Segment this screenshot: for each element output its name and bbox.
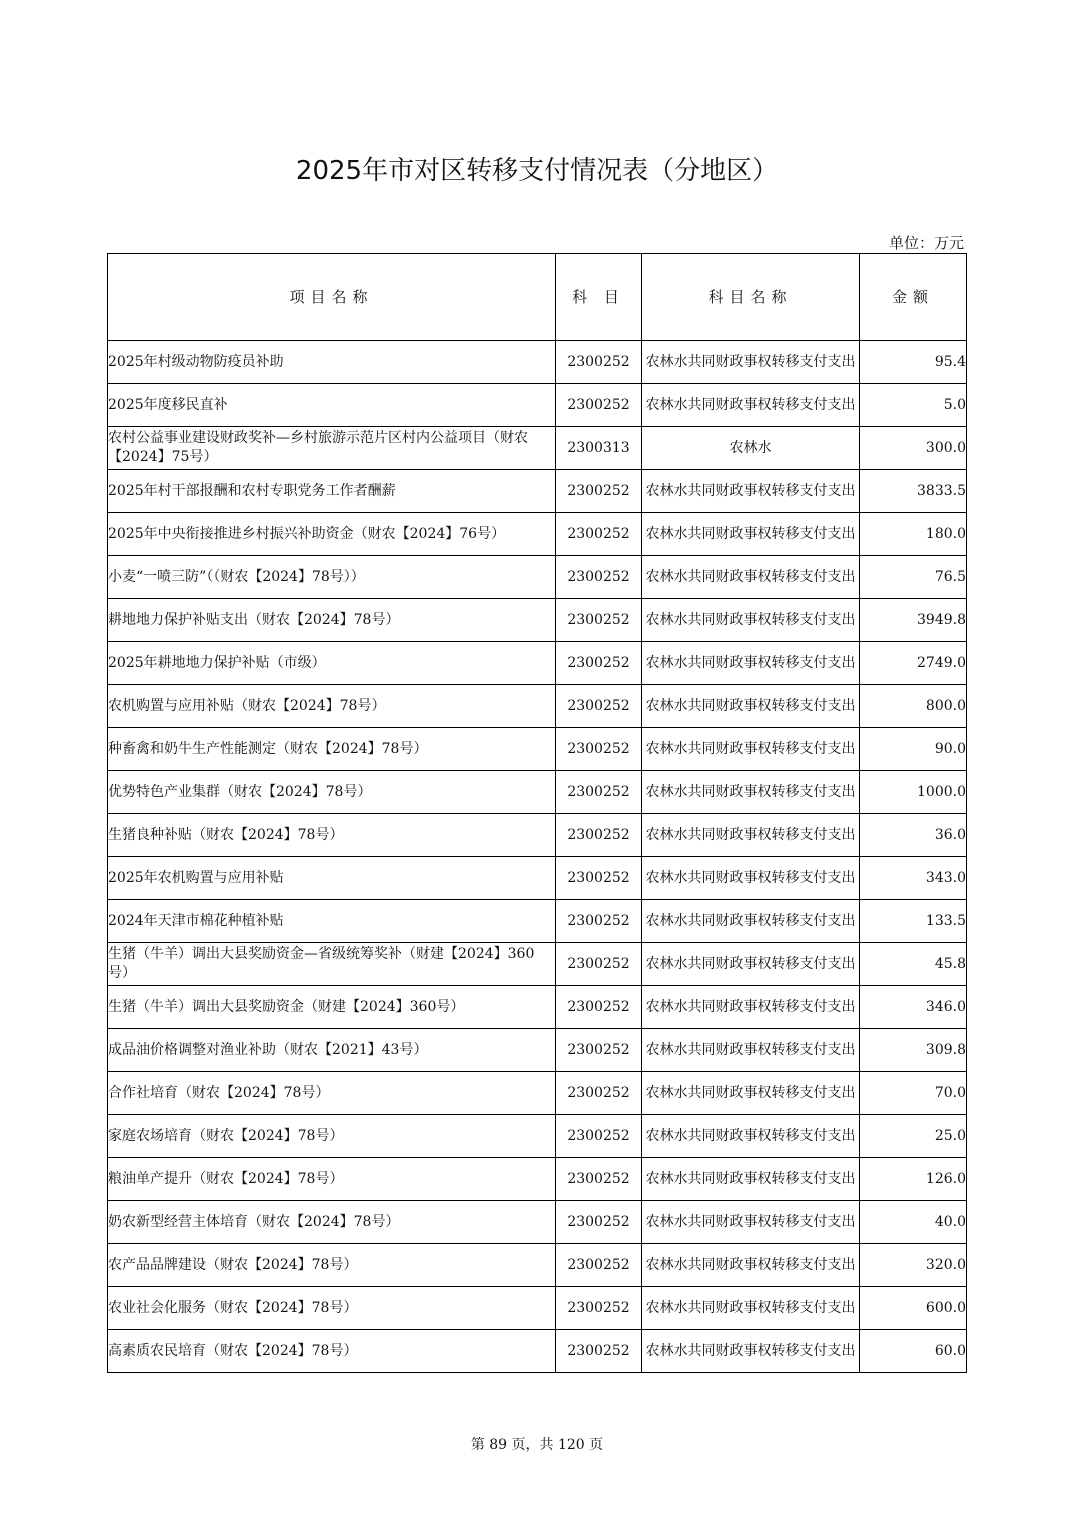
table-row	[108, 1158, 967, 1201]
table-row	[108, 771, 967, 814]
row-project-name: 高素质农民培育（财农【2024】78号）	[108, 1330, 556, 1373]
row-subject-name: 农林水共同财政事权转移支付支出	[642, 771, 860, 814]
row-subject-code: 2300252	[556, 1072, 642, 1115]
row-subject-name: 农林水共同财政事权转移支付支出	[642, 685, 860, 728]
table-row	[108, 1029, 967, 1072]
row-amount: 76.5	[860, 556, 967, 599]
header-subject-code: 科 目	[556, 254, 642, 341]
transfer-table	[107, 253, 967, 1373]
row-amount: 70.0	[860, 1072, 967, 1115]
table-row	[108, 599, 967, 642]
row-subject-name: 农林水共同财政事权转移支付支出	[642, 1244, 860, 1287]
page-footer: 第 89 页，共 120 页	[470, 1437, 604, 1453]
row-subject-name: 农林水共同财政事权转移支付支出	[642, 384, 860, 427]
row-project-name: 农业社会化服务（财农【2024】78号）	[108, 1287, 556, 1330]
row-project-name: 生猪（牛羊）调出大县奖励资金（财建【2024】360号）	[108, 986, 556, 1029]
table-row	[108, 986, 967, 1029]
table-row	[108, 857, 967, 900]
row-project-name: 2025年度移民直补	[108, 384, 556, 427]
unit-label: 单位：万元	[888, 234, 964, 252]
row-subject-code: 2300252	[556, 900, 642, 943]
row-subject-name: 农林水共同财政事权转移支付支出	[642, 728, 860, 771]
table-row	[108, 513, 967, 556]
row-subject-name: 农林水共同财政事权转移支付支出	[642, 943, 860, 986]
table-header-row	[108, 254, 967, 341]
row-project-name: 农产品品牌建设（财农【2024】78号）	[108, 1244, 556, 1287]
row-amount: 309.8	[860, 1029, 967, 1072]
row-project-name: 2024年天津市棉花种植补贴	[108, 900, 556, 943]
row-amount: 3833.5	[860, 470, 967, 513]
row-subject-code: 2300252	[556, 1330, 642, 1373]
header-amount: 金额	[860, 254, 967, 341]
row-project-name: 2025年中央衔接推进乡村振兴补助资金（财农【2024】76号）	[108, 513, 556, 556]
table-row	[108, 1115, 967, 1158]
row-subject-code: 2300252	[556, 986, 642, 1029]
row-subject-name: 农林水共同财政事权转移支付支出	[642, 341, 860, 384]
row-amount: 40.0	[860, 1201, 967, 1244]
table-body	[108, 341, 967, 1373]
row-subject-code: 2300252	[556, 814, 642, 857]
row-subject-name: 农林水共同财政事权转移支付支出	[642, 470, 860, 513]
header-subject-name: 科目名称	[642, 254, 860, 341]
row-subject-name: 农林水共同财政事权转移支付支出	[642, 1330, 860, 1373]
row-amount: 800.0	[860, 685, 967, 728]
row-subject-name: 农林水	[642, 427, 860, 470]
row-project-name: 家庭农场培育（财农【2024】78号）	[108, 1115, 556, 1158]
row-subject-name: 农林水共同财政事权转移支付支出	[642, 1072, 860, 1115]
row-subject-name: 农林水共同财政事权转移支付支出	[642, 599, 860, 642]
row-project-name: 农机购置与应用补贴（财农【2024】78号）	[108, 685, 556, 728]
row-subject-name: 农林水共同财政事权转移支付支出	[642, 1029, 860, 1072]
row-subject-code: 2300252	[556, 642, 642, 685]
row-amount: 60.0	[860, 1330, 967, 1373]
row-amount: 25.0	[860, 1115, 967, 1158]
row-subject-name: 农林水共同财政事权转移支付支出	[642, 814, 860, 857]
row-amount: 346.0	[860, 986, 967, 1029]
row-project-name: 生猪（牛羊）调出大县奖励资金—省级统筹奖补（财建【2024】360号）	[108, 943, 556, 986]
row-project-name: 粮油单产提升（财农【2024】78号）	[108, 1158, 556, 1201]
row-project-name: 优势特色产业集群（财农【2024】78号）	[108, 771, 556, 814]
table-row	[108, 900, 967, 943]
row-subject-name: 农林水共同财政事权转移支付支出	[642, 1201, 860, 1244]
row-subject-code: 2300252	[556, 341, 642, 384]
row-subject-code: 2300252	[556, 556, 642, 599]
row-amount: 45.8	[860, 943, 967, 986]
row-project-name: 2025年农机购置与应用补贴	[108, 857, 556, 900]
row-amount: 600.0	[860, 1287, 967, 1330]
row-subject-name: 农林水共同财政事权转移支付支出	[642, 986, 860, 1029]
row-subject-name: 农林水共同财政事权转移支付支出	[642, 900, 860, 943]
row-amount: 320.0	[860, 1244, 967, 1287]
row-subject-code: 2300252	[556, 1201, 642, 1244]
row-subject-name: 农林水共同财政事权转移支付支出	[642, 556, 860, 599]
row-subject-name: 农林水共同财政事权转移支付支出	[642, 1158, 860, 1201]
row-amount: 180.0	[860, 513, 967, 556]
header-project-name: 项目名称	[108, 254, 556, 341]
row-project-name: 2025年耕地地力保护补贴（市级）	[108, 642, 556, 685]
table-row	[108, 1072, 967, 1115]
row-project-name: 生猪良种补贴（财农【2024】78号）	[108, 814, 556, 857]
page-title: 2025年市对区转移支付情况表（分地区）	[295, 156, 779, 186]
row-amount: 90.0	[860, 728, 967, 771]
row-subject-code: 2300252	[556, 943, 642, 986]
row-project-name: 2025年村干部报酬和农村专职党务工作者酬薪	[108, 470, 556, 513]
row-subject-code: 2300252	[556, 599, 642, 642]
row-project-name: 种畜禽和奶牛生产性能测定（财农【2024】78号）	[108, 728, 556, 771]
row-project-name: 奶农新型经营主体培育（财农【2024】78号）	[108, 1201, 556, 1244]
row-subject-code: 2300252	[556, 513, 642, 556]
row-subject-code: 2300252	[556, 1158, 642, 1201]
row-amount: 300.0	[860, 427, 967, 470]
row-project-name: 2025年村级动物防疫员补助	[108, 341, 556, 384]
row-amount: 126.0	[860, 1158, 967, 1201]
table-row	[108, 685, 967, 728]
table-row	[108, 728, 967, 771]
row-amount: 95.4	[860, 341, 967, 384]
table-row	[108, 1201, 967, 1244]
row-subject-name: 农林水共同财政事权转移支付支出	[642, 1115, 860, 1158]
row-subject-code: 2300252	[556, 1287, 642, 1330]
table-row	[108, 470, 967, 513]
row-subject-code: 2300252	[556, 857, 642, 900]
row-subject-code: 2300252	[556, 1244, 642, 1287]
table-row	[108, 642, 967, 685]
row-project-name: 小麦“一喷三防”（（财农【2024】78号））	[108, 556, 556, 599]
table-row	[108, 1244, 967, 1287]
table-row	[108, 341, 967, 384]
row-subject-code: 2300252	[556, 771, 642, 814]
row-subject-code: 2300252	[556, 470, 642, 513]
row-project-name: 合作社培育（财农【2024】78号）	[108, 1072, 556, 1115]
table-row	[108, 943, 967, 986]
row-amount: 5.0	[860, 384, 967, 427]
row-amount: 3949.8	[860, 599, 967, 642]
table-row	[108, 384, 967, 427]
row-project-name: 农村公益事业建设财政奖补—乡村旅游示范片区村内公益项目（财农【2024】75号）	[108, 427, 556, 470]
row-subject-code: 2300252	[556, 1115, 642, 1158]
row-subject-code: 2300252	[556, 1029, 642, 1072]
row-amount: 36.0	[860, 814, 967, 857]
table-row	[108, 1330, 967, 1373]
row-amount: 133.5	[860, 900, 967, 943]
row-subject-code: 2300252	[556, 685, 642, 728]
row-project-name: 成品油价格调整对渔业补助（财农【2021】43号）	[108, 1029, 556, 1072]
row-project-name: 耕地地力保护补贴支出（财农【2024】78号）	[108, 599, 556, 642]
row-amount: 343.0	[860, 857, 967, 900]
row-subject-code: 2300252	[556, 384, 642, 427]
row-subject-name: 农林水共同财政事权转移支付支出	[642, 513, 860, 556]
table-row	[108, 556, 967, 599]
row-subject-code: 2300252	[556, 728, 642, 771]
row-subject-name: 农林水共同财政事权转移支付支出	[642, 1287, 860, 1330]
table-row	[108, 814, 967, 857]
row-amount: 1000.0	[860, 771, 967, 814]
row-subject-name: 农林水共同财政事权转移支付支出	[642, 857, 860, 900]
row-subject-name: 农林水共同财政事权转移支付支出	[642, 642, 860, 685]
table-row	[108, 427, 967, 470]
row-amount: 2749.0	[860, 642, 967, 685]
row-subject-code: 2300313	[556, 427, 642, 470]
table-row	[108, 1287, 967, 1330]
